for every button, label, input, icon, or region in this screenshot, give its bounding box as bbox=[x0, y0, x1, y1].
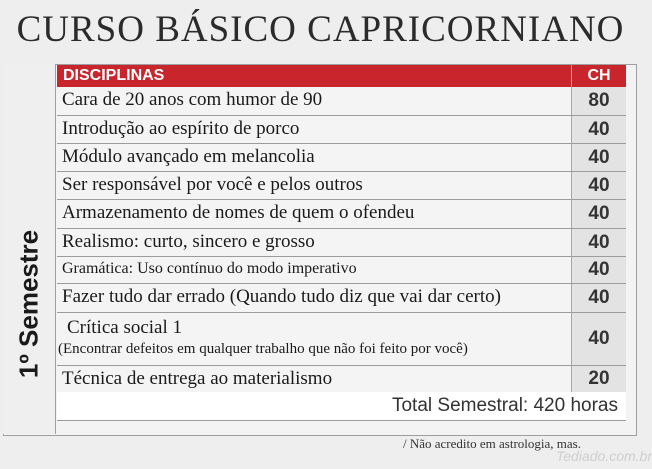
row-ch: 40 bbox=[571, 116, 626, 143]
row-text: Fazer tudo dar errado (Quando tudo diz que vai dar certo) bbox=[62, 286, 501, 307]
row-text: Cara de 20 anos com humor de 90 bbox=[62, 89, 323, 110]
total-text: Total Semestral: 420 horas bbox=[391, 395, 618, 416]
row-text: Introdução ao espírito de porco bbox=[62, 118, 300, 139]
total-row bbox=[57, 392, 626, 421]
row-text: Ser responsável por você e pelos outros bbox=[62, 174, 363, 195]
row-text: Técnica de entrega ao materialismo bbox=[62, 368, 333, 389]
table-row bbox=[57, 229, 626, 257]
page-title: CURSO BÁSICO CAPRICORNIANO bbox=[16, 9, 625, 50]
table-row bbox=[57, 144, 626, 172]
row-text: Crítica social 1 bbox=[67, 317, 183, 338]
row-subtext: (Encontrar defeitos em qualquer trabalho que não foi feito por você) bbox=[58, 341, 468, 357]
semester-column bbox=[3, 64, 56, 434]
watermark: Tediado.com.br bbox=[556, 448, 652, 464]
row-text: Módulo avançado em melancolia bbox=[62, 146, 315, 167]
row-ch: 40 bbox=[571, 172, 626, 199]
row-ch: 80 bbox=[571, 87, 626, 115]
row-ch: 40 bbox=[571, 200, 626, 228]
table-row bbox=[57, 172, 626, 200]
row-ch: 40 bbox=[571, 144, 626, 171]
row-ch: 40 bbox=[571, 313, 626, 365]
header-ch: CH bbox=[571, 65, 626, 87]
table-row bbox=[57, 116, 626, 144]
table-header bbox=[57, 65, 626, 87]
table-row bbox=[57, 366, 626, 393]
row-text: Gramática: Uso contínuo do modo imperativo bbox=[62, 260, 357, 277]
footnote: / Não acredito em astrologia, mas. bbox=[403, 436, 581, 451]
table-row bbox=[57, 257, 626, 284]
table-row bbox=[57, 200, 626, 229]
header-disciplinas: DISCIPLINAS bbox=[63, 67, 165, 84]
table-row bbox=[57, 284, 626, 313]
table-row bbox=[57, 313, 626, 366]
table-row bbox=[57, 87, 626, 116]
row-ch: 40 bbox=[571, 229, 626, 256]
row-ch: 40 bbox=[571, 284, 626, 312]
row-ch: 20 bbox=[571, 366, 626, 392]
row-text: Armazenamento de nomes de quem o ofendeu bbox=[62, 202, 415, 223]
semester-label: 1º Semestre bbox=[13, 229, 44, 379]
row-ch: 40 bbox=[571, 257, 626, 283]
row-text: Realismo: curto, sincero e grosso bbox=[62, 231, 315, 252]
